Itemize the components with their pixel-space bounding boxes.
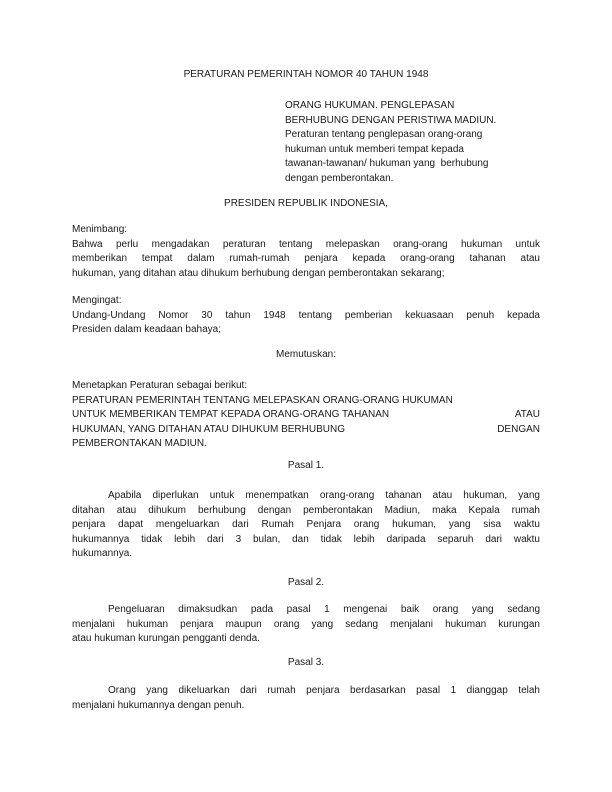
paragraph-line: atau hukuman kurungan pengganti denda. (72, 633, 260, 645)
paragraph-line: hukuman, yang ditahan atau dihukum berhubung dengan pemberontakan sekarang; (72, 267, 445, 279)
paragraph-line: penjara dapat mengeluarkan dari Rumah Penjara orang hukuman, yang sisa waktu (72, 519, 540, 531)
paragraph-line: menjalani hukumannya dengan penuh. (72, 699, 245, 711)
article-2-paragraph (72, 603, 540, 647)
paragraph-line: hukumannya. (72, 548, 133, 560)
considerations-section (72, 223, 540, 281)
decree-title-line (72, 423, 540, 438)
decree-title-line: PERATURAN PEMERINTAH TENTANG MELEPASKAN ORANG-ORANG HUKUMAN (72, 394, 453, 406)
subject-line: dengan pemberontakan. (285, 172, 394, 184)
subject-line: tawanan-tawanan/ hukuman yang berhubung (285, 158, 489, 170)
paragraph-line: Undang-Undang Nomor 30 tahun 1948 tentang pemberian kekuasaan penuh kepada (72, 309, 540, 321)
issuer-line: PRESIDEN REPUBLIK INDONESIA, (224, 198, 388, 209)
paragraph-line: Apabila diperlukan untuk menempatkan orang-orang tahanan atau hukuman, yang (108, 490, 540, 501)
subject-line: hukuman untuk memberi tempat kepada (285, 143, 464, 155)
considerations-label: Menimbang: (72, 224, 128, 235)
subject-line: Peraturan tentang penglepasan orang-orang (285, 129, 483, 141)
legal-basis-section (72, 294, 540, 338)
paragraph-line: menjalani hukuman penjara maupun orang yang sedang menjalani hukuman kurungan (72, 618, 540, 630)
paragraph-line: Bahwa perlu mengadakan peraturan tentang melepaskan orang-orang hukuman untuk (72, 238, 540, 250)
document-title: PERATURAN PEMERINTAH NOMOR 40 TAHUN 1948 (183, 69, 429, 80)
article-3-paragraph (72, 684, 540, 713)
article-2-heading: Pasal 2. (287, 577, 325, 588)
decree-title-line-right: DENGAN (497, 423, 540, 435)
article-1-heading: Pasal 1. (287, 460, 325, 471)
subject-line: BERHUBUNG DENGAN PERISTIWA MADIUN. (285, 114, 497, 126)
paragraph-line: memberikan tempat dalam rumah-rumah penjara kepada orang-orang tahanan atau (72, 253, 540, 265)
article-1-paragraph (72, 489, 540, 562)
decision-heading: Memutuskan: (275, 349, 337, 360)
article-3-heading: Pasal 3. (287, 657, 325, 668)
enactment-label: Menetapkan Peraturan sebagai berikut: (72, 380, 248, 391)
subject-line: ORANG HUKUMAN. PENGLEPASAN (285, 100, 455, 111)
decree-title-line-left: HUKUMAN, YANG DITAHAN ATAU DIHUKUM BERHUBUNG (72, 423, 345, 435)
decree-title-line-right: ATAU (514, 409, 540, 421)
subject-block (285, 99, 541, 187)
legal-basis-label: Mengingat: (72, 295, 122, 306)
paragraph-line: Orang yang dikeluarkan dari rumah penjara berdasarkan pasal 1 dianggap telah (108, 685, 540, 696)
decree-title-line (72, 408, 540, 423)
decree-title-line: PEMBERONTAKAN MADIUN. (72, 438, 207, 450)
paragraph-line: Pengeluaran dimaksudkan pada pasal 1 mengenai baik orang yang sedang (108, 604, 540, 615)
paragraph-line: Presiden dalam keadaan bahaya; (72, 324, 221, 336)
paragraph-line: ditahan atau dihukum berhubung dengan pemberontakan Madiun, maka Kepala rumah (72, 504, 540, 516)
paragraph-line: hukumannya tidak lebih dari 3 bulan, dan tidak lebih daripada separuh dari waktu (72, 533, 540, 545)
decree-title-line-left: UNTUK MEMBERIKAN TEMPAT KEPADA ORANG-ORANG TAHANAN (72, 409, 390, 421)
enactment-section (72, 379, 540, 452)
